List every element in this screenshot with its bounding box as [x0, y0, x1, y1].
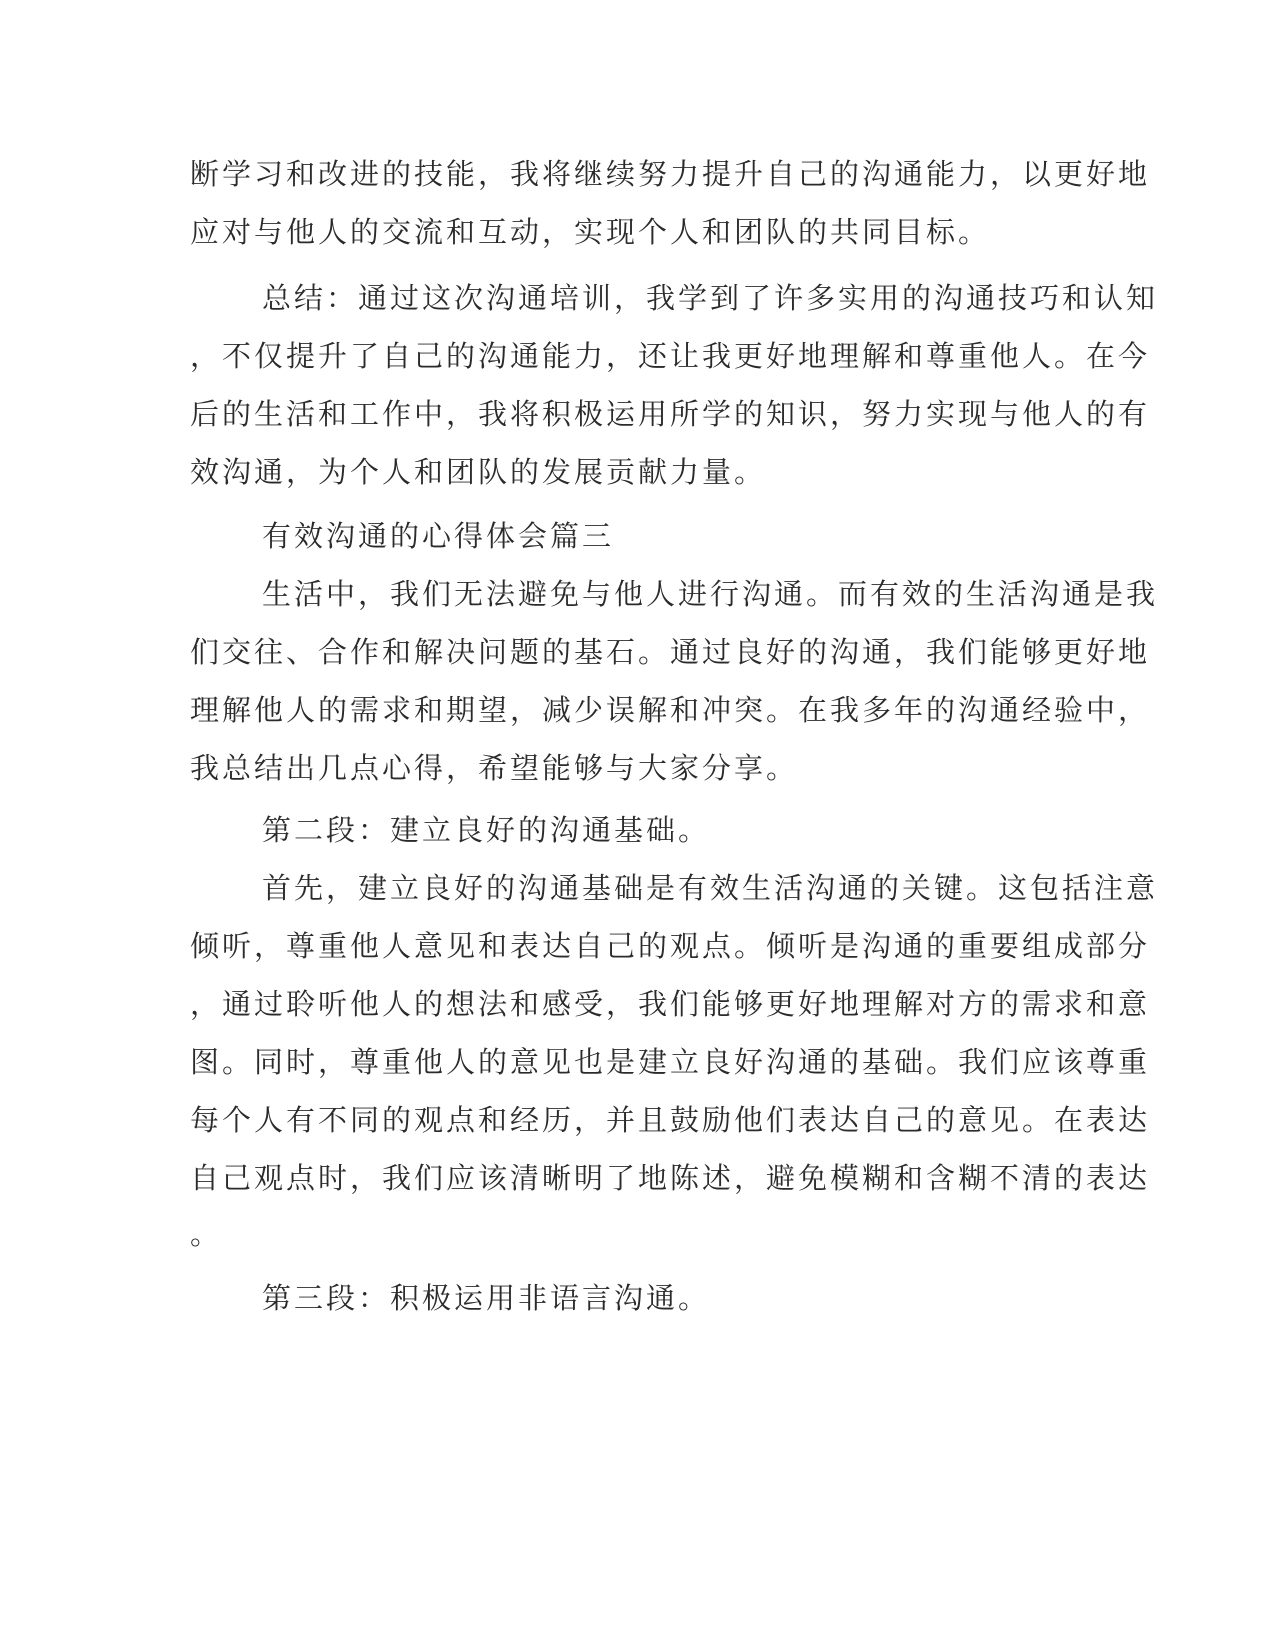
- text-line: 理解他人的需求和期望，减少误解和冲突。在我多年的沟通经验中，: [190, 693, 1151, 727]
- text-line: 总结：通过这次沟通培训，我学到了许多实用的沟通技巧和认知: [262, 281, 1159, 315]
- text-line: ，通过聆听他人的想法和感受，我们能够更好地理解对方的需求和意: [190, 987, 1151, 1021]
- text-line: 效沟通，为个人和团队的发展贡献力量。: [190, 455, 767, 489]
- section-heading: 第二段：建立良好的沟通基础。: [262, 813, 711, 847]
- text-line: 应对与他人的交流和互动，实现个人和团队的共同目标。: [190, 215, 991, 249]
- text-line: 们交往、合作和解决问题的基石。通过良好的沟通，我们能够更好地: [190, 635, 1151, 669]
- text-line: 。: [190, 1217, 223, 1251]
- section-heading: 第三段：积极运用非语言沟通。: [262, 1281, 711, 1315]
- text-line: 断学习和改进的技能，我将继续努力提升自己的沟通能力，以更好地: [190, 157, 1151, 191]
- text-line: ，不仅提升了自己的沟通能力，还让我更好地理解和尊重他人。在今: [190, 339, 1151, 373]
- section-heading: 有效沟通的心得体会篇三: [262, 519, 615, 553]
- text-line: 首先，建立良好的沟通基础是有效生活沟通的关键。这包括注意: [262, 871, 1159, 905]
- text-line: 生活中，我们无法避免与他人进行沟通。而有效的生活沟通是我: [262, 577, 1159, 611]
- text-line: 后的生活和工作中，我将积极运用所学的知识，努力实现与他人的有: [190, 397, 1151, 431]
- text-line: 图。同时，尊重他人的意见也是建立良好沟通的基础。我们应该尊重: [190, 1045, 1151, 1079]
- text-line: 我总结出几点心得，希望能够与大家分享。: [190, 751, 799, 785]
- text-line: 自己观点时，我们应该清晰明了地陈述，避免模糊和含糊不清的表达: [190, 1161, 1151, 1195]
- text-line: 倾听，尊重他人意见和表达自己的观点。倾听是沟通的重要组成部分: [190, 929, 1151, 963]
- text-line: 每个人有不同的观点和经历，并且鼓励他们表达自己的意见。在表达: [190, 1103, 1151, 1137]
